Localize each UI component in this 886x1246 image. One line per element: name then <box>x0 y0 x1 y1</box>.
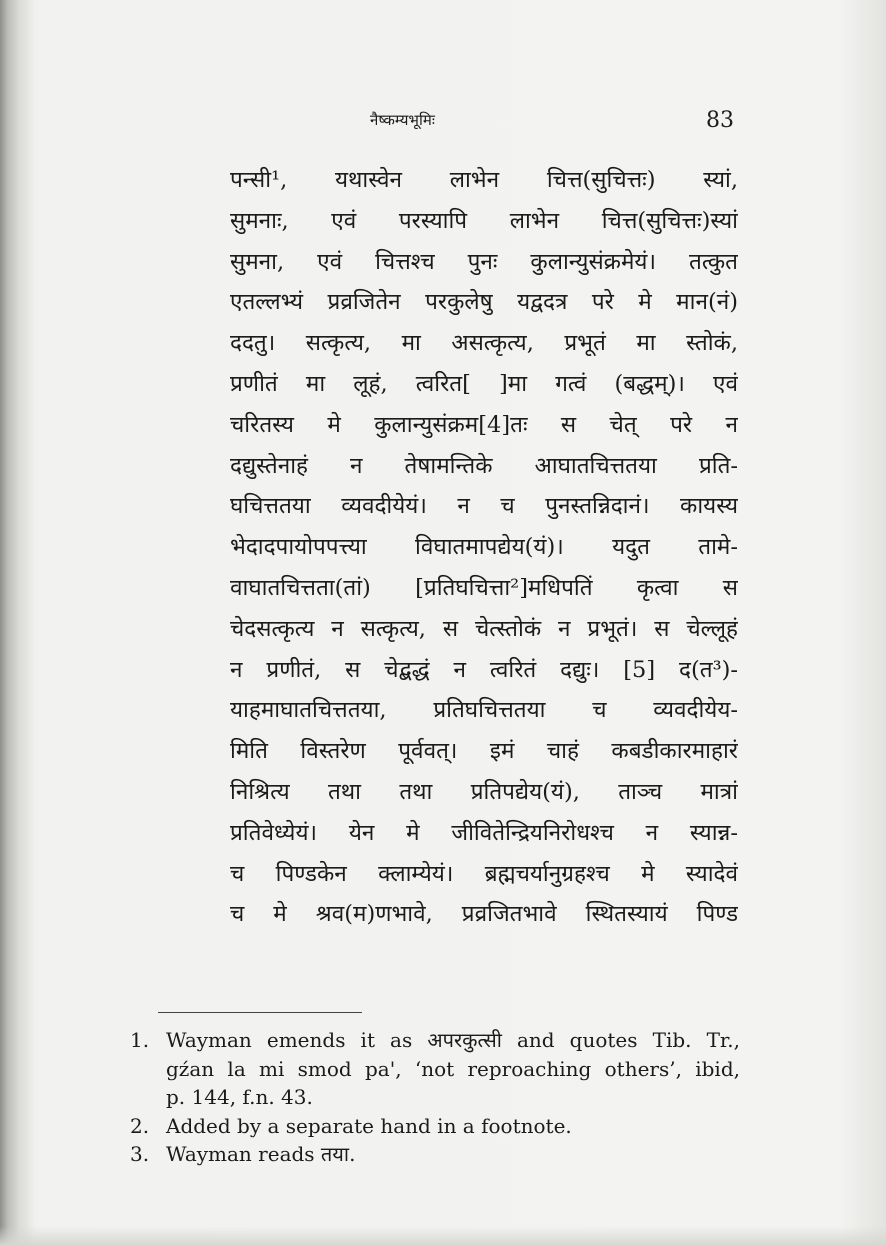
footnote-line: Wayman emends it as अपरकुत्सी and quotes Tib. Tr., <box>166 1028 740 1052</box>
footnote-1 <box>130 1026 740 1112</box>
body-line: याहमाघातचित्ततया, प्रतिघचित्ततया च व्यवदीयेय- <box>230 697 738 724</box>
page-bottom-edge <box>0 1226 886 1246</box>
body-line: च पिण्डकेन क्लाम्येयं। ब्रह्मचर्यानुग्रहश्च मे स्यादेवं <box>230 860 738 887</box>
footnote-3 <box>130 1140 740 1169</box>
body-line: पन्सी¹, यथास्वेन लाभेन चित्त(सुचित्तः) स्यां, <box>230 167 738 193</box>
page-header <box>230 108 738 138</box>
body-line: न प्रणीतं, स चेद्बद्धं न त्वरितं दद्युः। [5] द(त³)- <box>230 656 738 683</box>
body-line: चेदसत्कृत्य न सत्कृत्य, स चेत्स्तोकं न प्रभूतं। स चेल्लूहं <box>230 615 738 642</box>
running-title: नैष्कम्यभूमिः <box>370 111 435 129</box>
footnote-number: 2. <box>130 1113 150 1138</box>
footnote-number: 3. <box>130 1142 150 1166</box>
body-line: दद्युस्तेनाहं न तेषामन्तिके आघातचित्ततया प्रति- <box>230 452 738 479</box>
footnote-line: Added by a separate hand in a footnote. <box>166 1113 572 1138</box>
body-line: घचित्ततया व्यवदीयेयं। न च पुनस्तन्निदानं। कायस्य <box>230 493 738 520</box>
footnote-line: Wayman reads तया. <box>166 1142 356 1166</box>
body-line: ददतु। सत्कृत्य, मा असत्कृत्य, प्रभूतं मा स्तोकं, <box>230 330 738 357</box>
body-line: चरितस्य मे कुलान्युसंक्रम[4]तः स चेत् परे न <box>230 411 738 438</box>
footnote-2 <box>130 1112 740 1141</box>
body-line: निश्रित्य तथा तथा प्रतिपद्येय(यं), ताञ्च मात्रां <box>230 778 738 805</box>
body-line: एतल्लभ्यं प्रव्रजितेन परकुलेषु यद्वदत्र परे मे मान(नं) <box>230 289 738 316</box>
body-line: मिति विस्तरेण पूर्ववत्। इमं चाहं कबडीकारमाहारं <box>230 738 738 765</box>
body-text <box>230 160 738 935</box>
body-line: सुमनाः, एवं परस्यापि लाभेन चित्त(सुचित्तः)स्यां <box>230 207 738 234</box>
footnote-number: 1. <box>130 1028 150 1052</box>
body-line: च मे श्रव(म)णभावे, प्रव्रजितभावे स्थितस्यायं पिण्ड <box>230 901 738 928</box>
footnote-line: gźan la mi smod pa', ‘not reproaching others’, ibid, <box>166 1056 740 1081</box>
body-line: सुमना, एवं चित्तश्च पुनः कुलान्युसंक्रमेयं। तत्कुत <box>230 248 738 275</box>
footnote-line: p. 144, f.n. 43. <box>166 1085 313 1109</box>
page-number: 83 <box>706 108 734 133</box>
footnote-divider <box>158 1012 362 1013</box>
book-spine-shadow <box>0 0 34 1246</box>
body-line: प्रतिवेध्येयं। येन मे जीवितेन्द्रियनिरोधश्च न स्यान्न- <box>230 819 738 846</box>
body-line: भेदादपायोपपत्त्या विघातमापद्येय(यं)। यदुत तामे- <box>230 534 738 561</box>
footnotes <box>130 1026 740 1169</box>
body-line: वाघातचित्तता(तां) [प्रतिघचित्ता²]मधिपतिं कृत्वा स <box>230 574 738 601</box>
body-line: प्रणीतं मा लूहं, त्वरित[ ]मा गत्वं (बद्धम्)। एवं <box>230 370 738 397</box>
